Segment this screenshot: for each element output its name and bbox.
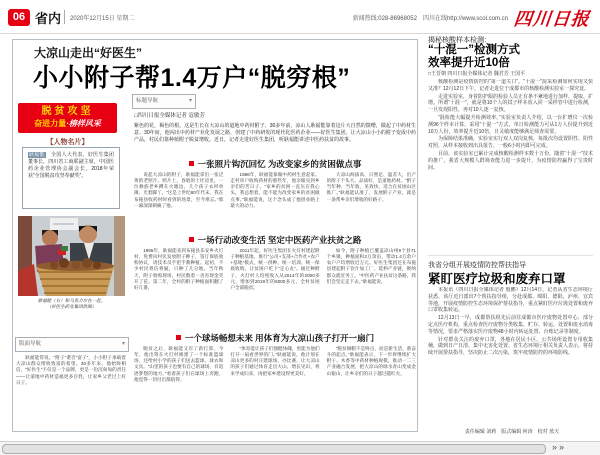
text-column: 如今，附子种植已覆盖凉山州9个县71个乡镇，种植面积2万余亩，带动1.4万余户农户户均增收近万元。好医生集团还在布拖县建起附子饮片加工厂，延伸产业链，吸纳群众就近务工。“中医药产业扶贫这条路，我们会坚定走下去。”耿福能说。 — [326, 248, 416, 284]
photo-illustration — [18, 216, 125, 296]
profile-text: 全国人大代表，好医生集团董事长，四川省工商联副主席，中国医药企业管理协会副会长，2018年荣获“全国脱贫攻坚奉献奖”。 — [28, 152, 114, 179]
right-article1-kicker: 揭秘核酸样本检测： — [428, 37, 491, 44]
article-photo — [18, 216, 125, 296]
profile-name: 耿福能 — [29, 152, 45, 158]
right-article1-headline-line2: 效率提升近10倍 — [428, 56, 510, 69]
title-nav-dropdown[interactable] — [132, 94, 196, 109]
paragraph: 12月13日一早，成都帮扶组先后前往成都市医疗废物处置中心、部分定点医疗机构，重点检查医疗废物分类收集、贮存、转运、处置和废水消毒等情况，要求严格落实医疗废物48小时内转运处置、台账记录等制度。 — [428, 315, 593, 335]
section-heading-2-text: 一场行动改变生活 坚定中医药产业扶贫之路 — [197, 235, 362, 245]
photo-caption — [18, 298, 125, 310]
section-2-columns — [134, 248, 416, 326]
profile-card — [22, 147, 120, 209]
text-column: 说起大凉山的附子，耿福能拿出一张泛黄的老照片。照片上，昏暗的土坯房里，一位彝族老乡蹲在火塘边，几个孩子衣衫单薄、光着脚丫。“这是上世纪80年代末，我在布拖县收药材时看到的场景，至今难忘。”那一幕深深刺痛了他。 — [134, 172, 224, 208]
right-column-divider — [428, 255, 593, 256]
main-intro: 紫色的花，褐色的根，这是生长在大凉山的道地中药材附子。30多年前，凉山人耿福能靠着这片大自然的馈赠，做起了中药材生意。30年间，他闯出中药材产业化发展之路，创建了中药研发的现代化医药企业——好医生集团，让大凉山小小的附子变成中药产品，村民们靠种植附子脱贫增收。近日，记者走进好医生集团，听耿福能讲述中医药扶贫的故事。 — [134, 123, 416, 143]
header-rule — [0, 33, 600, 34]
campaign-badge-line2 — [18, 118, 117, 129]
text-column: 大凉山海拔高、日照足、温差大，出产的附子个头大、品质好，是道地药材。“附子当年种、当年收，见效快，适合在贫困山区推广。”耿福能认准了，发展附子产业，就是一条帮乡亲们增收的好路子。 — [326, 172, 416, 202]
text-column: “体育能让孩子们强健体魄，更能为他们打开一扇看世界的门。”耿福能说，他计划在凉山更多的村庄建球场、办比赛，让大凉山的孩子们通过体育走出大山、增长见识，将来学成归来，再把家乡建设得更美好。 — [230, 346, 320, 376]
text-column: 1995年，耿福能来到布拖县乐安乡火灯村，免费向村民发放附子种子，签订保底收购协议，请技术员手把手教种植。起初，不少村民将信将疑，只种了几分地。当年秋天，附子收购现场，村民数着一沓沓现金笑开了花。第二年，全村的附子种植面积翻了好几番。 — [134, 248, 224, 290]
right-article1-body — [428, 79, 593, 252]
text-column: 1986年，耿福能靠做中药材生意起家。走村串户收购药材的那些年，他亲眼见到乡亲们的苦日子。“家乡的贫困一直压在我心头，我总想着，能不能为改变家乡的贫困做点事。”耿福能说，这个念头成了他创业路上最大的动力。 — [230, 172, 320, 208]
paragraph: 走进实验室，身着防护服的检验人员正有条不紊地进行加样、提取、扩增。所谓“十混一”，就是将10个人的拭子样本放入同一采样管中进行检测，一旦发现阳性，再对10人逐一复核。 — [428, 93, 593, 114]
section-1-columns — [134, 172, 416, 230]
paragraph: 目前，该实验室已累计完成核酸检测样本数十万份。随着“十混一”技术的推广，我省大规模人群筛查能力进一步提升，为疫情防控赢得了宝贵时间。 — [428, 150, 593, 171]
campaign-badge-line2b: ·榜样风采 — [66, 119, 101, 128]
paragraph: 本报讯（四川日报全媒体记者 殷鹏）12月14日，记者从省生态环境厅获悉，该厅近日派出7个帮扶指导组，分赴成都、绵阳、德阳、泸州、宜宾等地，开展疫情防控生态环境保护帮扶指导，重点紧盯医疗垃圾处置和废弃口罩收集转运。 — [428, 287, 593, 314]
editor-credits: 责任编辑 刘莉 版式编辑 何涛 校对 蓝天 — [464, 429, 560, 435]
main-kicker: 大凉山走出“好医生” — [34, 46, 143, 60]
header-divider — [64, 10, 65, 24]
section-3-columns — [134, 346, 416, 426]
section-heading-1-text: 一张照片钩沉回忆 为改变家乡的贫困做点事 — [197, 159, 362, 169]
campaign-badge — [18, 103, 117, 133]
main-byline: □四川日报全媒体记者 寇敏芳 — [134, 113, 205, 119]
campaign-badge-line2a: 奋进力量 — [34, 119, 67, 128]
issue-date: 2020年12月15日 星期二 — [70, 16, 135, 22]
chevron-down-icon: ▾ — [121, 341, 125, 347]
hotline-website: 新闻热线:028-86968052 四川在线http://www.scol.com.cn — [352, 16, 508, 22]
text-column: “脱贫摘帽不是终点，而是新生活、新奋斗的起点。”耿福能表示，下一步将继续扩大附子、木香等中药材种植规模，推动一二三产业融合发展，把大凉山的绿水青山变成金山银山，让乡亲们的日子越过越红火。 — [326, 346, 416, 376]
photo-caption-line1: 耿福能（右）和马查力尔在一起。 — [37, 298, 106, 303]
main-article-box — [12, 39, 418, 432]
page-number-badge: 06 — [8, 9, 30, 26]
main-headline: 小小附子帮1.4万户“脱穷根” — [33, 64, 351, 92]
title-nav-dropdown-label: 标题导航 — [136, 98, 159, 104]
right-article1-headline-line1: “十混一”检测方式 — [428, 44, 520, 56]
text-column: 2011年起，好医生集团在火灯村建起附子种植基地，推行“公司+支部+合作社+农户+基地”模式，统一供种、统一培训、统一保底收购，让贫困户吃下“定心丸”。通过种附子，火灯村人均纯收入从2014年的2000多元，增加到2019年的6000多元，全村贫困户全部脱贫。 — [230, 248, 320, 290]
newspaper-logo: 四川日报 — [512, 9, 591, 30]
paragraph: 为保障结果准确，实验室实行双人双岗复核，每批次均设置阴性、阳性对照，从样本接收到出具报告，一般6小时内即可完成。 — [428, 136, 593, 150]
campaign-badge-line1: 脱贫攻坚 — [41, 106, 94, 117]
red-square-bullet — [189, 237, 194, 242]
scrollbar-thumb[interactable] — [2, 444, 546, 454]
section-heading-1 — [134, 158, 416, 170]
left-bottom-paragraph: 耿福能常说，“附子”谐音“富子”，小小附子承载着大凉山群众增收致富的希望。30多年来，他始终相信，“好医生”不仅是一个品牌，更是一份沉甸甸的责任——让道地中药材造福更多百姓，让家乡父老过上好日子。 — [16, 355, 126, 385]
right-article1-byline: □王晋朝 四川日报全媒体记者 魏君芳 王国平 — [428, 71, 526, 77]
right-article2-body — [428, 287, 593, 424]
page-nav-dropdown-label: 版面导航 — [19, 341, 42, 347]
red-square-bullet — [176, 335, 181, 340]
photo-caption-line2: （好医生药业集团供图） — [46, 304, 97, 309]
paragraph: “混检能大幅提升检测效率。”实验室负责人介绍，以一台扩增仪一次检测96个样本计算，采用“十混一”方式，单日检测能力可从1万人份提升到近10万人份，效率提升近10倍，且灵敏度能够满足筛查需要。 — [428, 114, 593, 135]
right-article2-kicker: 我省分组开展疫情防控帮扶指导 — [428, 262, 526, 269]
page-nav-dropdown[interactable] — [15, 337, 129, 352]
red-square-bullet — [189, 161, 194, 166]
section-heading-3 — [134, 332, 416, 344]
chevron-down-icon: ▾ — [188, 98, 192, 104]
profile-card-title: 【人物名片】 — [46, 139, 89, 146]
paragraph: 核酸检测是疫情防控的“第一道关口”。“十混一”混采检测如何实现又快又准？12月12日下午，记者走进位于成都市的核酸检测实验室一探究竟。 — [428, 79, 593, 92]
section-heading-2 — [134, 234, 416, 246]
section-title: 省内 — [35, 11, 62, 26]
right-article2-headline: 紧盯医疗垃圾和废弃口罩 — [428, 272, 566, 286]
scrollbar-right-arrows-icon[interactable]: »» — [552, 442, 567, 452]
section-heading-3-text: 一个球场畅想未来 用体育为大凉山孩子打开一扇门 — [184, 333, 375, 343]
paragraph: 针对群众关注的废弃口罩，各地在居民小区、公共场所设置专用收集桶，做到日产日清、集中无害化处置。省生态环境厅相关负责人表示，将持续开展帮扶指导，坚决防止二次污染，筑牢疫情防控的环境防线。 — [428, 336, 593, 357]
text-column: 脱贫之后，耿福能又有了新打算。今年，他出资在火灯村修建了一个标准篮球场，还给村小学的孩子们送去篮球、球衣和文具。“山里的孩子也要有自己的球场，有追逐梦想的地方。”看着孩子们在球场上奔跑，他觉得一切付出都值得。 — [134, 346, 224, 382]
right-article1-headline — [428, 44, 520, 69]
